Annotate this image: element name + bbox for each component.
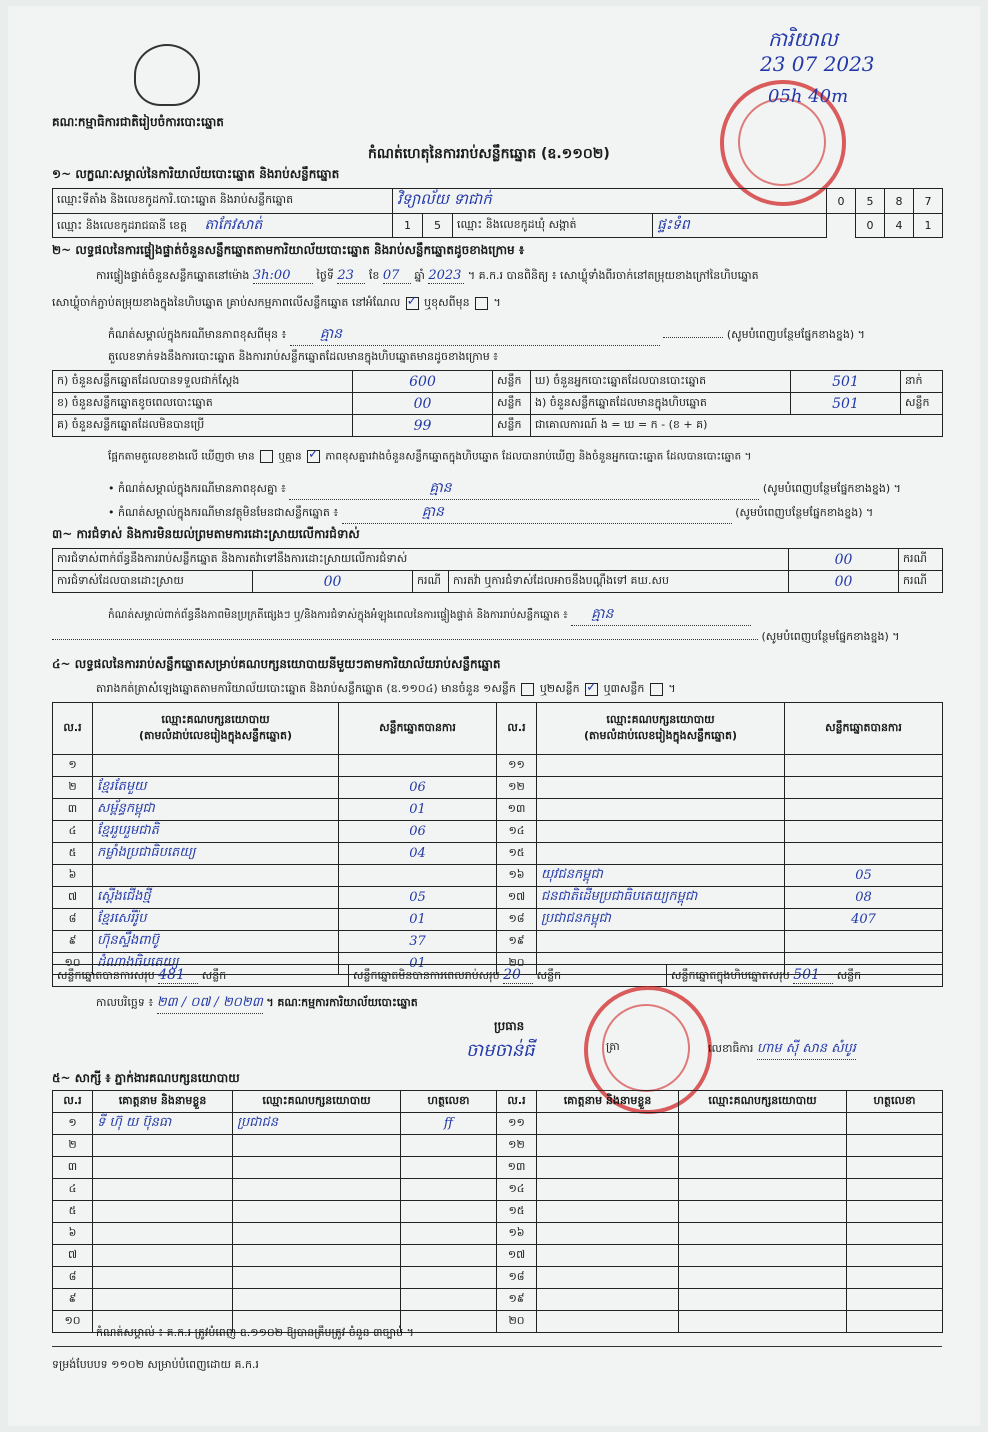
table-row <box>53 887 943 909</box>
vote-count: 06 <box>339 777 497 799</box>
station-code-digit: 8 <box>885 189 914 214</box>
verification-year: 2023 <box>428 268 464 284</box>
secretary: លេខាធិការ ហាម ស៊ី សាន សំបូរ <box>708 1040 856 1060</box>
witness-party: ប្រជាជន <box>233 1113 401 1135</box>
row-number: ២ <box>53 1135 93 1157</box>
stamp-label: ត្រា <box>606 1040 620 1053</box>
witness-signature <box>847 1157 943 1179</box>
witness-signature <box>847 1289 943 1311</box>
table-row <box>53 821 943 843</box>
form-title: កំណត់ហេតុនៃការរាប់សន្លឹកឆ្នោត (ឧ.១១០២) <box>368 146 610 162</box>
party-name: ខ្មែរតែមួយ <box>93 777 339 799</box>
witness-signature <box>401 1201 497 1223</box>
table-row <box>53 1201 943 1223</box>
col-party: ឈ្មោះគណបក្សនយោបាយ <box>233 1091 401 1113</box>
row-number: ១៥ <box>497 843 537 865</box>
party-name <box>537 777 785 799</box>
row-number: ៩ <box>53 1289 93 1311</box>
witness-signature <box>847 1135 943 1157</box>
closing-date: ២៣ / ០៧ / ២០២៣ <box>157 994 263 1014</box>
row-number: ១៨ <box>497 1267 537 1289</box>
witness-name <box>537 1289 679 1311</box>
section3-heading: ៣~ ការជំទាស់ និងការមិនយល់ព្រមតាមការដោះស្រាយលើការជំទាស់ <box>52 527 360 541</box>
col-party: ឈ្មោះគណបក្សនយោបាយ (តាមលំដាប់លេខរៀងក្នុងសន្លឹកឆ្នោត) <box>537 703 785 755</box>
party-name: ខ្មែរសេរីរ៉ូប <box>93 909 339 931</box>
row-number: ១៣ <box>497 1157 537 1179</box>
witness-party <box>679 1135 847 1157</box>
col-no: ល.រ <box>497 703 537 755</box>
witness-name <box>537 1223 679 1245</box>
vote-count: 407 <box>785 909 943 931</box>
witness-name <box>537 1311 679 1333</box>
section1-heading: ១~ លក្ខណៈសម្គាល់នៃការិយាល័យបោះឆ្នោត និងរាប់សន្លឹកឆ្នោត <box>52 167 340 181</box>
received-label: ក) ចំនួនសន្លឹកឆ្នោតដែលបានទទួលជាក់ស្តែង <box>53 371 353 393</box>
unused-value: 99 <box>353 415 493 437</box>
witness-signature <box>847 1267 943 1289</box>
col-votes: សន្លឹកឆ្នោតបានការ <box>785 703 943 755</box>
row-number: ២០ <box>497 1311 537 1333</box>
section1-table <box>52 188 943 238</box>
hand-note-date: 23 07 2023 <box>760 52 875 76</box>
province-code-digit: 1 <box>393 214 423 238</box>
tally-sheet-line: តារាងកត់ត្រាសំឡេងឆ្នោតតាមការិយាល័យបោះឆ្នោត និងរាប់សន្លឹកឆ្នោត (ឧ.១១០៤) មានចំនួន ១សន្លឹក ឬ២សន្លឹក ✓ ឬ៣សន្លឹក ។ <box>96 682 676 698</box>
station-code-digit: 5 <box>856 189 885 214</box>
witness-name <box>537 1113 679 1135</box>
row-number: ៣ <box>53 1157 93 1179</box>
province-code-digit: 5 <box>423 214 453 238</box>
spoiled-value: 00 <box>353 393 493 415</box>
row-number: ១០ <box>53 1311 93 1333</box>
row-number: ២០ <box>497 953 537 975</box>
in-box-value: 501 <box>791 393 901 415</box>
seal-line: សោឃ្លុំចាក់ភ្ជាប់តម្រុយខាងក្នុងនៃហិបឆ្នោត គ្រាប់សកម្មភាពលើសន្លឹកឆ្នោត នៅអំណែល ✓ ឬខុសពីមុន ។ <box>52 296 501 312</box>
witness-signature <box>401 1223 497 1245</box>
witness-signature <box>401 1311 497 1333</box>
row-number: ១៨ <box>497 909 537 931</box>
row-number: ១៦ <box>497 865 537 887</box>
verification-time: 3h:00 <box>253 268 313 284</box>
spoiled-label: ខ) ចំនួនសន្លឹកឆ្នោតខូចពេលបោះឆ្នោត <box>53 393 353 415</box>
unit-label: សន្លឹក <box>493 415 531 437</box>
station-code-digit: 0 <box>827 189 856 214</box>
row-number: ៧ <box>53 887 93 909</box>
witness-name <box>93 1135 233 1157</box>
total-valid: សន្លឹកឆ្នោតបានការសរុប 481 សន្លឹក <box>53 965 349 987</box>
bullet-2-value: គ្មាន <box>342 502 732 524</box>
no-change-checkbox[interactable] <box>406 297 419 310</box>
table-row <box>53 1179 943 1201</box>
form-code: ទម្រង់បែបបទ ១១០២ សម្រាប់បំពេញដោយ គ.ក.រ <box>52 1358 259 1371</box>
row-number: ១ <box>53 755 93 777</box>
total-invalid: សន្លឹកឆ្នោតមិនបានការពេលរាប់សរុប 20 សន្លឹក <box>349 965 667 987</box>
witness-party <box>233 1245 401 1267</box>
no-discrepancy-checkbox[interactable] <box>307 450 320 463</box>
party-name: ហ៊ុនស្ទឹងពាប៊ូ <box>93 931 339 953</box>
witness-party <box>233 1179 401 1201</box>
row-number: ២ <box>53 777 93 799</box>
col-no: ល.រ <box>497 1091 537 1113</box>
witness-party <box>233 1157 401 1179</box>
section5-heading: ៥~ សាក្សី ៖ ភ្នាក់ងារគណបក្សនយោបាយ <box>52 1071 240 1085</box>
objection-count: 00 <box>789 549 899 571</box>
col-sign: ហត្ថលេខា <box>847 1091 943 1113</box>
bullet-1-value: គ្មាន <box>289 478 759 500</box>
commune-label: ឈ្មោះ និងលេខកូដឃុំ សង្កាត់ <box>453 214 653 238</box>
unit-label: សន្លឹក <box>901 393 943 415</box>
bullet-2: • កំណត់សម្គាល់ក្នុងករណីមានវត្ថុមិនមែនជាសន្លឹកឆ្នោត ៖ គ្មាន (សូមបំពេញបន្ថែមផ្នែកខាងខ្នង) ។ <box>108 502 873 524</box>
in-box-label: ង) ចំនួនសន្លឹកឆ្នោតដែលមានក្នុងហិបឆ្នោត <box>531 393 791 415</box>
party-name <box>537 755 785 777</box>
station-label: ឈ្មោះទីតាំង និងលេខកូដការិ.បោះឆ្នោត និងរាប់សន្លឹកឆ្នោត <box>53 189 393 214</box>
witness-name <box>537 1179 679 1201</box>
commune-name: ផ្ទះទំព <box>653 214 827 238</box>
voters-label: ឃ) ចំនួនអ្នកបោះឆ្នោតដែលបានបោះឆ្នោត <box>531 371 791 393</box>
total-box-value: 501 <box>793 967 833 984</box>
province-name: តាកែវសាត់ <box>204 217 263 233</box>
row-number: ១០ <box>53 953 93 975</box>
witness-name <box>537 1135 679 1157</box>
table-row <box>53 909 943 931</box>
witness-name <box>93 1245 233 1267</box>
table-row <box>53 1267 943 1289</box>
vote-count: 05 <box>785 865 943 887</box>
vote-count: 37 <box>339 931 497 953</box>
table-row <box>53 843 943 865</box>
table-row <box>53 1223 943 1245</box>
vote-count <box>785 799 943 821</box>
witness-name <box>537 1245 679 1267</box>
party-name <box>537 799 785 821</box>
president-label: ប្រធាន <box>494 1019 525 1033</box>
party-name: ខ្មែររួបរួមជាតិ <box>93 821 339 843</box>
verification-line: ការផ្ទៀងផ្ទាត់ចំនួនសន្លឹកឆ្នោតនៅម៉ោង 3h:00 ថ្ងៃទី 23 ខែ 07 ឆ្នាំ 2023 ។ គ.ក.រ បានពិនិត្យ ៖ សោឃ្លុំទាំងពីរចាក់នៅតម្រុយខាងក្រៅនៃហិបឆ្នោត <box>96 268 759 283</box>
row-number: ១៧ <box>497 887 537 909</box>
witness-table <box>52 1090 943 1333</box>
witness-party <box>679 1223 847 1245</box>
province-label: ឈ្មោះ និងលេខកូដរាជធានី ខេត្ត តាកែវសាត់ <box>53 214 393 238</box>
party-name: ស្តើងជើងថ្មី <box>93 887 339 909</box>
row-number: ១៦ <box>497 1223 537 1245</box>
commune-code-digit: 1 <box>914 214 943 238</box>
witness-signature <box>847 1223 943 1245</box>
party-name <box>93 865 339 887</box>
witness-signature: ff <box>401 1113 497 1135</box>
row-number: ១២ <box>497 1135 537 1157</box>
witness-party <box>679 1267 847 1289</box>
objections-table <box>52 548 943 593</box>
total-invalid-value: 20 <box>503 967 533 984</box>
witness-signature <box>847 1179 943 1201</box>
one-sheet-checkbox[interactable] <box>521 683 534 696</box>
has-discrepancy-checkbox[interactable] <box>260 450 273 463</box>
row-number: ៦ <box>53 1223 93 1245</box>
section4-heading: ៤~ លទ្ធផលនៃការរាប់សន្លឹកឆ្នោតសម្រាប់គណបក្សនយោបាយនីមួយៗតាមការិយាល័យរាប់សន្លឹកឆ្នោត <box>52 657 501 671</box>
results-table <box>52 702 943 975</box>
section2-heading: ២~ លទ្ធផលនៃការផ្ទៀងផ្ទាត់ចំនួនសន្លឹកឆ្នោតតាមការិយាល័យបោះឆ្នោត និងរាប់សន្លឹកឆ្នោតដូចខាងក្រោម ៖ <box>52 243 525 257</box>
row-number: ១១ <box>497 755 537 777</box>
form-page <box>8 6 980 1426</box>
unit-label: ករណី <box>413 571 449 593</box>
resolved-count: 00 <box>253 571 413 593</box>
witness-signature <box>847 1113 943 1135</box>
witness-party <box>679 1113 847 1135</box>
hand-note-time: 05h 40m <box>768 86 849 107</box>
row-number: ១៤ <box>497 1179 537 1201</box>
vote-count: 01 <box>339 909 497 931</box>
witness-party <box>679 1179 847 1201</box>
vote-count: 05 <box>339 887 497 909</box>
change-note-line: កំណត់សម្គាល់ក្នុងករណីមានភាពខុសពីមុន ៖ គ្មាន (សូមបំពេញបន្ថែមផ្នែកខាងខ្នង) ។ <box>108 324 865 346</box>
table-row <box>53 1113 943 1135</box>
vote-count: 01 <box>339 799 497 821</box>
table-row <box>53 799 943 821</box>
witness-name <box>537 1267 679 1289</box>
col-no: ល.រ <box>53 1091 93 1113</box>
witness-name <box>93 1289 233 1311</box>
committee-name: គណៈកម្មាធិការជាតិរៀបចំការបោះឆ្នោត <box>52 115 224 129</box>
row-number: ៦ <box>53 865 93 887</box>
table-row <box>53 1289 943 1311</box>
row-number: ៣ <box>53 799 93 821</box>
party-name <box>93 755 339 777</box>
commune-code-digit: 0 <box>856 214 885 238</box>
witness-party <box>233 1201 401 1223</box>
verification-month: 07 <box>383 268 411 284</box>
row-number: ៤ <box>53 1179 93 1201</box>
change-note-value: គ្មាន <box>290 324 660 346</box>
witness-signature <box>401 1135 497 1157</box>
party-name: ប្រជាជនកម្ពុជា <box>537 909 785 931</box>
totals-table <box>52 964 943 987</box>
witness-name <box>93 1223 233 1245</box>
station-code-digit: 7 <box>914 189 943 214</box>
col-name: គោត្តនាម និងនាមខ្លួន <box>537 1091 679 1113</box>
voters-value: 501 <box>791 371 901 393</box>
row-number: ៨ <box>53 909 93 931</box>
row-number: ១៧ <box>497 1245 537 1267</box>
table-row <box>53 1157 943 1179</box>
col-votes: សន្លឹកឆ្នោតបានការ <box>339 703 497 755</box>
vote-count <box>785 821 943 843</box>
witness-party <box>679 1245 847 1267</box>
row-number: ៥ <box>53 1201 93 1223</box>
discrepancy-line: ផ្អែកតាមតួលេខខាងលើ ឃើញថា មាន ឬគ្មាន ✓ ភាពខុសគ្នារវាងចំនួនសន្លឹកឆ្នោតក្នុងហិបឆ្នោត ដែលបានរាប់ឃើញ និងចំនួនអ្នកបោះឆ្នោត ដែលបានបោះឆ្នោត ។ <box>108 450 751 466</box>
hand-note-title: ការិយាល <box>768 27 838 51</box>
witness-party <box>233 1135 401 1157</box>
row-number: ១១ <box>497 1113 537 1135</box>
irregularity-line-2: (សូមបំពេញបន្ថែមផ្នែកខាងខ្នង) ។ <box>52 630 900 646</box>
appeal-label: ការតវ៉ា ឬការជំទាស់ដែលអាចនឹងបណ្តឹងទៅ គឃ.សប <box>449 571 789 593</box>
vote-count <box>785 843 943 865</box>
station-name: វិទ្យាល័យ ទាជាក់ <box>393 189 827 214</box>
witness-name <box>93 1157 233 1179</box>
witness-name <box>537 1157 679 1179</box>
witness-signature <box>401 1245 497 1267</box>
witness-signature <box>401 1289 497 1311</box>
witness-party <box>679 1201 847 1223</box>
witness-name: ទី ហ៊ុ យ ប៊ុនធា <box>93 1113 233 1135</box>
party-name: យុវជនកម្ពុជា <box>537 865 785 887</box>
witness-name <box>93 1267 233 1289</box>
row-number: ៤ <box>53 821 93 843</box>
party-name: ជនជាតិដើមប្រជាធិបតេយ្យកម្ពុជា <box>537 887 785 909</box>
appeal-count: 00 <box>789 571 899 593</box>
figures-table <box>52 370 943 437</box>
table-row <box>53 777 943 799</box>
row-number: ១៩ <box>497 1289 537 1311</box>
col-name: គោត្តនាម និងនាមខ្លួន <box>93 1091 233 1113</box>
vote-count <box>785 777 943 799</box>
row-number: ៧ <box>53 1245 93 1267</box>
col-party: ឈ្មោះគណបក្សនយោបាយ (តាមលំដាប់លេខរៀងក្នុងសន្លឹកឆ្នោត) <box>93 703 339 755</box>
party-name: សម្ព័ន្ធកម្ពុជា <box>93 799 339 821</box>
row-number: ៥ <box>53 843 93 865</box>
row-number: ១ <box>53 1113 93 1135</box>
total-valid-value: 481 <box>158 967 198 984</box>
table-row <box>53 865 943 887</box>
party-name <box>537 931 785 953</box>
witness-signature <box>401 1267 497 1289</box>
vote-count <box>785 755 943 777</box>
witness-party <box>233 1289 401 1311</box>
table-row <box>53 1135 943 1157</box>
table-row <box>53 755 943 777</box>
table-row <box>53 1245 943 1267</box>
closing-line: កាលបរិច្ឆេទ ៖ ២៣ / ០៧ / ២០២៣ ។ គណៈកម្មការការិយាល័យបោះឆ្នោត <box>96 994 418 1014</box>
row-number: ១៣ <box>497 799 537 821</box>
three-sheets-checkbox[interactable] <box>650 683 663 696</box>
vote-count <box>785 931 943 953</box>
bullet-1: • កំណត់សម្គាល់ក្នុងករណីមានភាពខុសគ្នា ៖ គ្មាន (សូមបំពេញបន្ថែមផ្នែកខាងខ្នង) ។ <box>108 478 901 500</box>
national-emblem-icon <box>134 44 200 106</box>
objection-count-label: ការជំទាស់ពាក់ព័ន្ធនឹងការរាប់សន្លឹកឆ្នោត និងការតវ៉ាទៅនឹងការដោះស្រាយលើការជំទាស់ <box>53 549 789 571</box>
irregularity-value: គ្មាន <box>571 604 751 626</box>
col-sign: ហត្ថលេខា <box>401 1091 497 1113</box>
witness-name <box>93 1201 233 1223</box>
col-no: ល.រ <box>53 703 93 755</box>
witness-party <box>679 1311 847 1333</box>
verification-day: 23 <box>337 268 365 284</box>
vote-count: 04 <box>339 843 497 865</box>
witness-signature <box>401 1179 497 1201</box>
row-number: ១៥ <box>497 1201 537 1223</box>
row-number: ៨ <box>53 1267 93 1289</box>
vote-count: 01 <box>339 953 497 975</box>
witness-party <box>679 1289 847 1311</box>
row-number: ១៤ <box>497 821 537 843</box>
vote-count: 06 <box>339 821 497 843</box>
unit-label: សន្លឹក <box>493 371 531 393</box>
unused-label: គ) ចំនួនសន្លឹកឆ្នោតដែលមិនបានប្រើ <box>53 415 353 437</box>
party-name <box>537 843 785 865</box>
formula: ជាគោលការណ៍ ង = ឃ = ក - (ខ + គ) <box>531 415 943 437</box>
witness-signature <box>847 1245 943 1267</box>
row-number: ១២ <box>497 777 537 799</box>
commune-code-digit: 4 <box>885 214 914 238</box>
unit-label: នាក់ <box>901 371 943 393</box>
president-signature: ចាមចាន់ធី <box>466 1040 535 1061</box>
witness-signature <box>847 1311 943 1333</box>
secretary-name: ហាម ស៊ី សាន សំបូរ <box>757 1040 856 1060</box>
received-value: 600 <box>353 371 493 393</box>
resolved-label: ការជំទាស់ដែលបានដោះស្រាយ <box>53 571 253 593</box>
total-box: សន្លឹកឆ្នោតក្នុងហិបឆ្នោតសរុប 501 សន្លឹក <box>667 965 943 987</box>
witness-party <box>233 1223 401 1245</box>
witness-party <box>233 1267 401 1289</box>
figures-intro: តួលេខទាក់ទងនឹងការបោះឆ្នោត និងការរាប់សន្លឹកឆ្នោតដែលមានក្នុងហិបឆ្នោតមានដូចខាងក្រោម ៖ <box>108 350 499 363</box>
vote-count <box>339 865 497 887</box>
vote-count: 08 <box>785 887 943 909</box>
two-sheets-checkbox[interactable] <box>585 683 598 696</box>
changed-checkbox[interactable] <box>475 297 488 310</box>
party-name <box>537 821 785 843</box>
witness-party <box>679 1157 847 1179</box>
witness-name <box>537 1201 679 1223</box>
col-party: ឈ្មោះគណបក្សនយោបាយ <box>679 1091 847 1113</box>
row-number: ១៩ <box>497 931 537 953</box>
irregularity-note: កំណត់សម្គាល់ពាក់ព័ន្ធនឹងភាពមិនប្រក្រតីផ្សេងៗ ឬ/និងការជំទាស់ក្នុងអំឡុងពេលនៃការផ្ទៀងផ្ទាត់ និងការរាប់សន្លឹកឆ្នោត ៖ គ្មាន <box>108 604 751 626</box>
unit-label: សន្លឹក <box>493 393 531 415</box>
witness-name <box>93 1179 233 1201</box>
row-number: ៩ <box>53 931 93 953</box>
witness-signature <box>401 1157 497 1179</box>
table-row <box>53 931 943 953</box>
party-name: ដំណាងធិបតេយ្យ <box>93 953 339 975</box>
vote-count <box>339 755 497 777</box>
unit-label: ករណី <box>899 571 943 593</box>
party-name: កម្លាំងប្រជាធិបតេយ្យ <box>93 843 339 865</box>
witness-signature <box>847 1201 943 1223</box>
footer-note: កំណត់សម្គាល់ ៖ គ.ក.រ ត្រូវបំពេញ ឧ.១១០២ ឱ្យបានត្រឹមត្រូវ ចំនួន ៣ច្បាប់ ។ <box>96 1326 414 1339</box>
unit-label: ករណី <box>899 549 943 571</box>
